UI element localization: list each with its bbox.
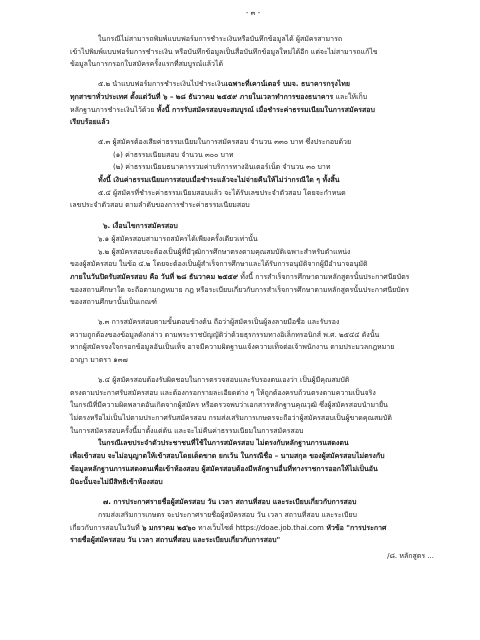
paragraph-line: ในกรณีที่มีความผิดพลาดอันเกิดจากผู้สมัคร หรือตรวจพบว่าเอกสารหลักฐานคุณวุฒิ ซึ่งผู้สมัครสอบนำมายื่น <box>70 401 388 410</box>
section-6-4 <box>70 374 436 488</box>
paragraph-line: มิฉะนั้นจะไม่มีสิทธิเข้าห้องสอบ <box>70 477 163 486</box>
page-number: - ๓ - <box>245 9 261 17</box>
paragraph-line: ข้อมูลในการกรอกใบสมัครครั้งแรกที่สมบูรณ์แล้วได้ <box>70 60 224 69</box>
section-heading-7: ๗. การประกาศรายชื่อผู้สมัครสอบ วัน เวลา สถานที่สอบ และระเบียบเกี่ยวกับการสอบ <box>103 498 357 507</box>
section-5-4 <box>70 187 436 212</box>
paragraph-line: ทุกสาขาทั่วประเทศ ตั้งแต่วันที่ ๖ – ๒๘ ธันวาคม ๒๕๕๙ ภายในเวลาทำการของธนาคาร และให้เก็บ <box>70 92 368 101</box>
paragraph-line: ตรงตามประกาศรับสมัครสอบ และต้องกรอกรายละเอียดต่าง ๆ ให้ถูกต้องครบถ้วนตรงตามความเป็นจริง <box>70 388 376 397</box>
paragraph-line: เพื่อเข้าสอบ จะไม่อนุญาตให้เข้าสอบโดยเด็ดขาด ยกเว้น ในกรณีชื่อ – นามสกุล ของผู้สมัครสอบไม่ตรงกับ <box>70 452 385 461</box>
paragraph-line: ๕.๔ ผู้สมัครที่ชำระค่าธรรมเนียมสอบแล้ว จะได้รับเลขประจำตัวสอบ โดยจะกำหนด <box>98 188 346 197</box>
section-7-body <box>70 509 436 547</box>
section-5-1-continued <box>70 33 436 71</box>
paragraph-line: ๖.๔ ผู้สมัครสอบต้องรับผิดชอบในการตรวจสอบและรับรองตนเองว่า เป็นผู้มีคุณสมบัติ <box>98 375 350 384</box>
paragraph-line: ๖.๒ ผู้สมัครสอบจะต้องเป็นผู้ที่มีวุฒิการศึกษาตรงตามคุณสมบัติเฉพาะสำหรับตำแหน่ง <box>98 247 351 256</box>
paragraph-line: ของผู้สมัครสอบ ในข้อ ๔.๒ โดยจะต้องเป็นผู้สำเร็จการศึกษาและได้รับการอนุมัติจากผู้มีอำนาจอนุมัติ <box>70 260 368 269</box>
paragraph-line: ทั้งนี้ เงินค่าธรรมเนียมการสอบเมื่อชำระแล้วจะไม่จ่ายคืนให้ไม่ว่ากรณีใด ๆ ทั้งสิ้น <box>98 176 340 185</box>
paragraph-line: ภายในวันปิดรับสมัครสอบ คือ วันที่ ๒๘ ธันวาคม ๒๕๕๙ ทั้งนี้ การสำเร็จการศึกษาตามหลักสูตรนั้นประกาศนียบัตร <box>70 272 410 281</box>
paragraph-line: ในการสมัครสอบครั้งนี้มาตั้งแต่ต้น และจะไม่คืนค่าธรรมเนียมในการสมัครสอบ <box>70 426 304 435</box>
website-link[interactable]: https://doae.job.thai.com <box>235 523 324 532</box>
section-5-3 <box>70 136 436 187</box>
next-page-marker: /๘. หลักสูตร ... <box>387 552 434 561</box>
paragraph-line: ๖.๓ การสมัครสอบตามขั้นตอนข้างต้น ถือว่าผู้สมัครเป็นผู้ลงลายมือชื่อ และรับรอง <box>98 318 340 327</box>
section-6-3 <box>70 316 436 367</box>
paragraph-line: ของสถานศึกษาใด จะถือตามกฎหมาย กฎ หรือระเบียบเกี่ยวกับการสำเร็จการศึกษาตามหลักสูตรนั้นประกาศนียบัตร <box>70 285 409 294</box>
list-item: (๑) ค่าธรรมเนียมสอบ จำนวน ๓๐๐ บาท <box>113 150 234 159</box>
paragraph-line: ข้อมูลหลักฐานการแสดงตนเพื่อเข้าห้องสอบ ผู้สมัครสอบต้องมีหลักฐานอื่นที่ทางราชการออกให้ไม่เป็นอัน <box>70 464 378 473</box>
paragraph-line: เกี่ยวกับการสอบในวันที่ ๖ มกราคม ๒๕๖๐ ทางเว็บไซต์ https://doae.job.thai.com หัวข้อ "การประกาศ <box>70 523 387 532</box>
paragraph-line: เข้าไปพิมพ์แบบฟอร์มการชำระเงิน หรือบันทึกข้อมูลเป็นสื่อบันทึกข้อมูลใหม่ได้อีก แต่จะไม่สามารถแก้ไข <box>70 47 378 56</box>
paragraph-line: หากผู้สมัครจงใจกรอกข้อมูลอันเป็นเท็จ อาจมีความผิดฐานแจ้งความเท็จต่อเจ้าพนักงาน ตามประมวลกฎหมาย <box>70 343 395 352</box>
section-6-1: ๖.๑ ผู้สมัครสอบสามารถสมัครได้เพียงครั้งเดียวเท่านั้น <box>98 234 258 243</box>
paragraph-line: เรียบร้อยแล้ว <box>70 118 110 127</box>
paragraph-line: กรมส่งเสริมการเกษตร จะประกาศรายชื่อผู้สมัครสอบ วัน เวลา สถานที่สอบ และระเบียบ <box>98 510 357 519</box>
section-6-2 <box>70 246 436 310</box>
paragraph-line: ในกรณีเลขประจำตัวประชาชนที่ใช้ในการสมัครสอบ ไม่ตรงกับหลักฐานการแสดงตน <box>98 439 349 448</box>
paragraph-line: เลขประจำตัวสอบ ตามลำดับของการชำระค่าธรรมเนียมสอบ <box>70 201 250 210</box>
paragraph-line: ความถูกต้องของข้อมูลดังกล่าว ตามพระราชบัญญัติว่าด้วยธุรกรรมทางอิเล็กทรอนิกส์ พ.ศ. ๒๕๔๔ ดังนั้น <box>70 330 380 339</box>
paragraph-line: หลักฐานการชำระเงินไว้ด้วย ทั้งนี้ การรับสมัครสอบจะสมบูรณ์ เมื่อชำระค่าธรรมเนียมในการสมัครสอบ <box>70 105 375 114</box>
section-heading-6: ๖. เงื่อนไขการสมัครสอบ <box>103 222 178 231</box>
paragraph-line: ๕.๓ ผู้สมัครต้องเสียค่าธรรมเนียมในการสมัครสอบ จำนวน ๓๓๐ บาท ซึ่งประกอบด้วย <box>98 137 352 146</box>
paragraph-line: ๕.๒ นำแบบฟอร์มการชำระเงินไปชำระเงินเฉพาะที่เคาน์เตอร์ บมจ. ธนาคารกรุงไทย <box>98 80 350 89</box>
paragraph-line: ไม่ตรงหรือไม่เป็นไปตามประกาศรับสมัครสอบ กรมส่งเสริมการเกษตรจะถือว่าผู้สมัครสอบเป็นผู้ขาดคุณสมบัติ <box>70 413 392 422</box>
paragraph-line: รายชื่อผู้สมัครสอบ วัน เวลา สถานที่สอบ และระเบียบเกี่ยวกับการสอบ" <box>70 536 281 545</box>
section-5-2 <box>70 78 436 129</box>
paragraph-line: ของสถานศึกษานั้นเป็นเกณฑ์ <box>70 298 157 307</box>
list-item: (๒) ค่าธรรมเนียมธนาคารรวมค่าบริการทางอินเตอร์เน็ต จำนวน ๓๐ บาท <box>113 163 331 172</box>
paragraph-line: ในกรณีไม่สามารถพิมพ์แบบฟอร์มการชำระเงินหรือบันทึกข้อมูลได้ ผู้สมัครสามารถ <box>98 35 343 43</box>
paragraph-line: อาญา มาตรา ๑๓๗ <box>70 356 128 365</box>
